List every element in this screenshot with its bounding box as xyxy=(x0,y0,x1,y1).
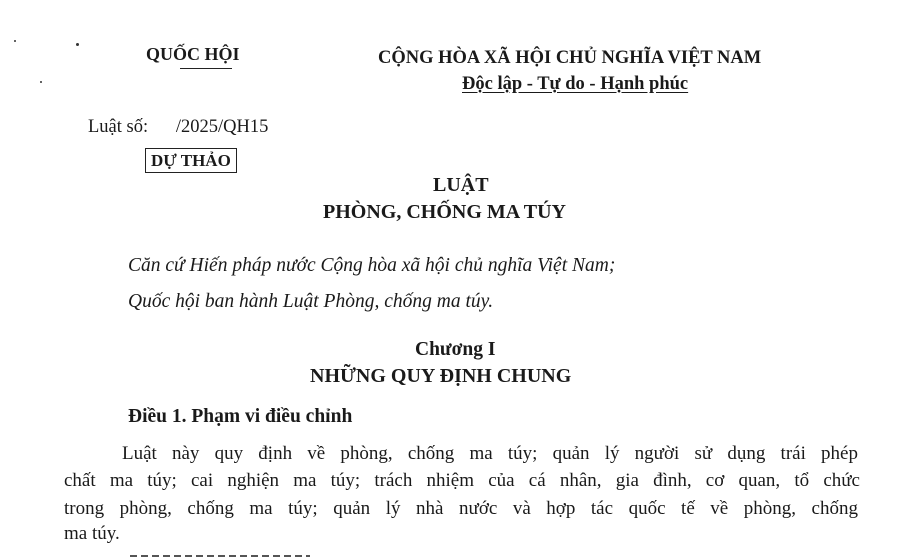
chapter-number: Chương I xyxy=(415,339,496,360)
article-heading: Điều 1. Phạm vi điều chỉnh xyxy=(128,406,353,427)
scan-speck xyxy=(40,81,42,83)
preamble-line: Quốc hội ban hành Luật Phòng, chống ma túy. xyxy=(128,291,494,312)
draft-stamp: DỰ THẢO xyxy=(145,148,237,173)
preamble-line: Căn cứ Hiến pháp nước Cộng hòa xã hội chủ nghĩa Việt Nam; xyxy=(128,255,616,276)
document-kind: LUẬT xyxy=(433,174,489,196)
article-body-line: chất ma túy; cai nghiện ma túy; trách nhiệm của cá nhân, gia đình, cơ quan, tổ chức xyxy=(64,470,860,491)
country-name: CỘNG HÒA XÃ HỘI CHỦ NGHĨA VIỆT NAM xyxy=(378,48,762,68)
national-motto: Độc lập - Tự do - Hạnh phúc xyxy=(462,74,689,94)
issuing-agency: QUỐC HỘI xyxy=(146,44,240,64)
law-number: Luật số: /2025/QH15 xyxy=(88,117,269,137)
agency-underline xyxy=(180,68,232,69)
article-body-line: trong phòng, chống ma túy; quản lý nhà nước và hợp tác quốc tế về phòng, chống xyxy=(64,498,858,519)
scan-speck xyxy=(14,40,16,42)
cut-off-line-fragment xyxy=(130,552,330,557)
article-body-line: Luật này quy định về phòng, chống ma túy; quản lý người sử dụng trái phép xyxy=(122,443,858,464)
document-title: PHÒNG, CHỐNG MA TÚY xyxy=(323,201,566,223)
article-body-line: ma túy. xyxy=(64,523,120,544)
scan-speck xyxy=(76,43,79,46)
chapter-title: NHỮNG QUY ĐỊNH CHUNG xyxy=(310,365,572,387)
